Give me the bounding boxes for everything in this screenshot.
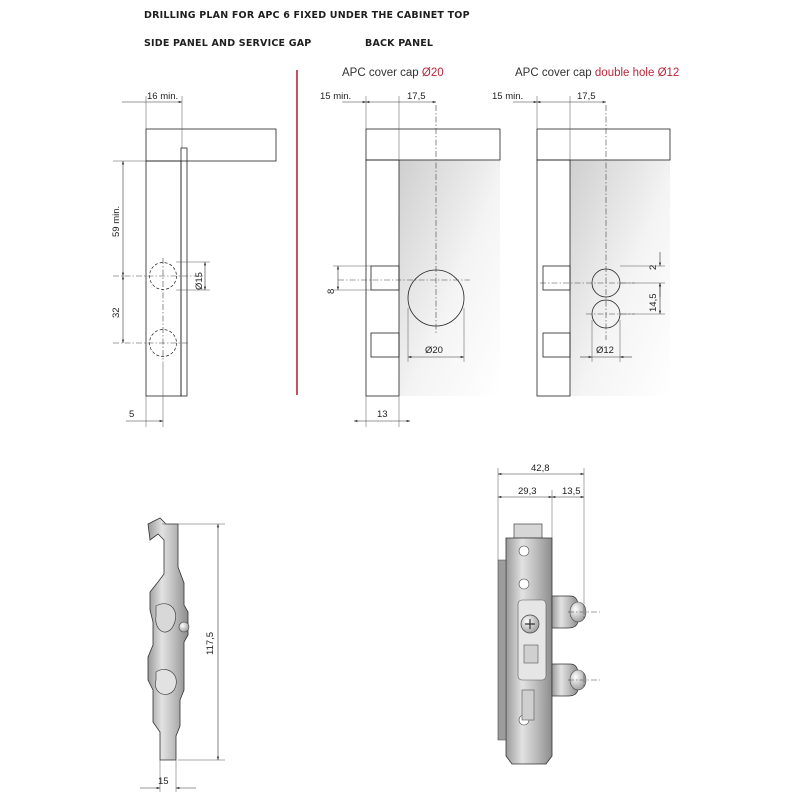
hardware-hole-upper	[519, 579, 529, 589]
dim-b2-175-label: 17,5	[577, 91, 596, 102]
hardware-screw-side	[179, 622, 189, 632]
dim-59min-label: 59 min.	[111, 205, 122, 237]
side-panel-heading: SIDE PANEL AND SERVICE GAP	[144, 38, 312, 49]
cap-recess-upper-2	[543, 266, 570, 290]
cabinet-top-section	[146, 129, 276, 161]
hardware-hole-top	[519, 546, 529, 556]
dim-b2-2-label: 2	[648, 264, 659, 270]
dim-b1-8-label: 8	[326, 288, 337, 294]
cap-recess-lower-2	[543, 333, 570, 357]
dim-dia15-label: Ø15	[194, 272, 205, 290]
service-gap-panel	[181, 148, 187, 396]
dim-b2-145-label: 14,5	[648, 293, 659, 312]
cabinet-top-section-1	[366, 129, 500, 160]
cover-cap-caption-2-value: double hole Ø12	[594, 67, 680, 79]
drawing-title: DRILLING PLAN FOR APC 6 FIXED UNDER THE CABINET TOP	[144, 10, 470, 21]
dim-32-label: 32	[111, 307, 122, 318]
dim-293-label: 29,3	[518, 486, 537, 497]
dim-b1-175-label: 17,5	[407, 91, 426, 102]
side-panel-view	[111, 91, 276, 427]
hardware-pin	[522, 690, 534, 720]
back-panel-section-2	[537, 160, 570, 396]
dim-b2-15min-label: 15 min.	[492, 91, 524, 102]
back-panel-shading-1	[399, 160, 500, 396]
dim-b1-13-label: 13	[377, 409, 388, 420]
dim-1175-label: 117,5	[205, 631, 216, 655]
cabinet-top-section-2	[537, 129, 670, 160]
hardware-front-view	[498, 463, 600, 764]
cap-recess-lower-1	[371, 333, 399, 357]
hardware-clip-side	[155, 669, 176, 694]
cap-recess-upper-1	[371, 266, 399, 290]
dim-5-label: 5	[129, 409, 135, 420]
hardware-top-tab	[514, 524, 542, 538]
hardware-slider	[524, 645, 538, 663]
dim-b1-dia20-label: Ø20	[425, 345, 443, 356]
dim-hw1-15-label: 15	[158, 776, 169, 787]
hardware-cam-housing	[518, 600, 546, 680]
hardware-side-view	[140, 518, 225, 792]
back-panel-heading: BACK PANEL	[365, 38, 434, 49]
cover-cap-caption-1-value: Ø20	[421, 67, 444, 79]
cover-cap-caption-1-prefix: APC cover cap	[342, 67, 422, 79]
dim-16min-label: 16 min.	[147, 91, 179, 102]
hardware-edge-front	[498, 560, 506, 740]
back-panel-view-2	[492, 91, 670, 396]
dim-428-label: 42,8	[531, 463, 550, 474]
cover-cap-caption-2-prefix: APC cover cap	[515, 67, 595, 79]
dim-135-label: 13,5	[562, 486, 581, 497]
back-panel-view-1	[320, 91, 500, 427]
dim-b2-dia12-label: Ø12	[596, 345, 614, 356]
hardware-body-side	[148, 518, 188, 760]
dim-b1-15min-label: 15 min.	[320, 91, 352, 102]
